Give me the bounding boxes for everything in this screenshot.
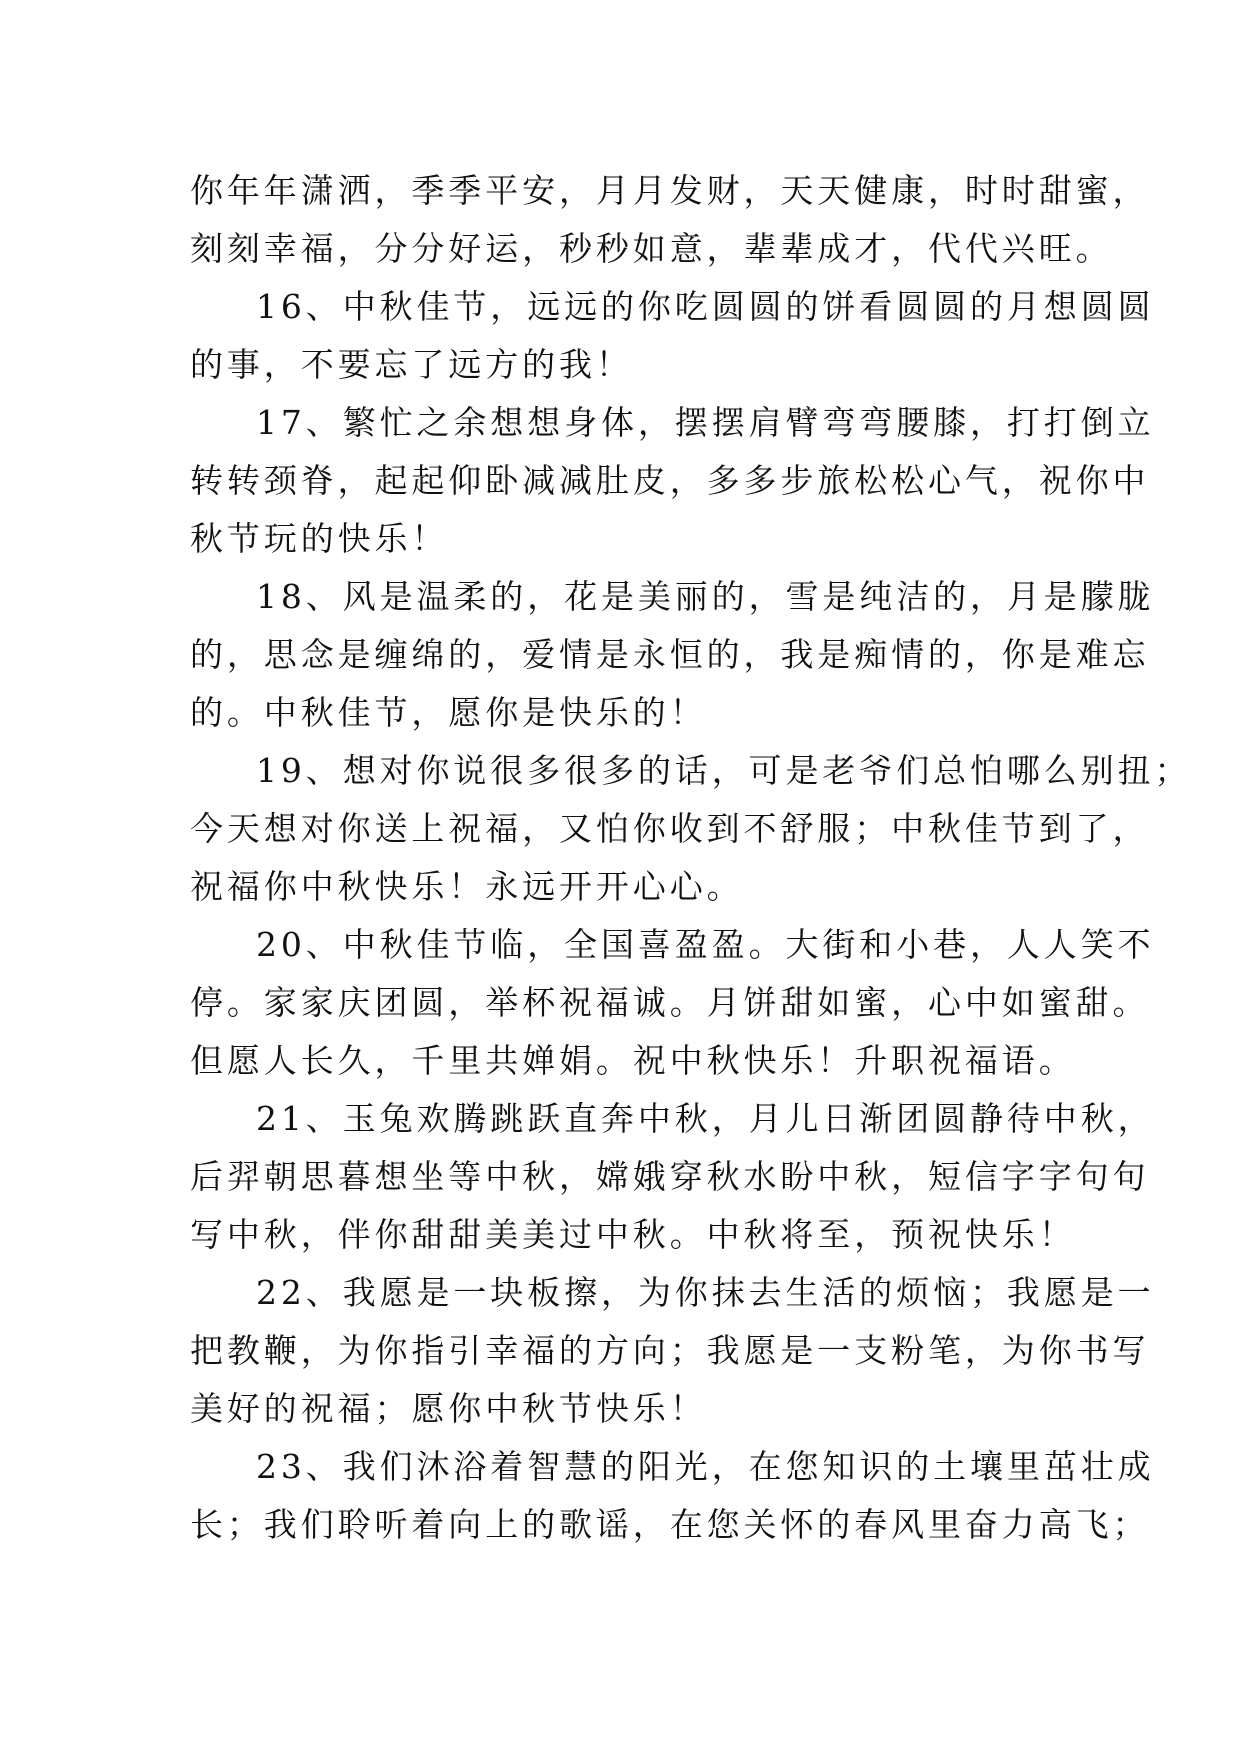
text-line-paragraph-start: 18、风是温柔的，花是美丽的，雪是纯洁的，月是朦胧	[256, 577, 1155, 616]
text-line: 停。家家庆团圆，举杯祝福诚。月饼甜如蜜，心中如蜜甜。	[190, 983, 1150, 1022]
text-line-paragraph-start: 16、中秋佳节，远远的你吃圆圆的饼看圆圆的月想圆圆	[256, 287, 1155, 326]
text-line: 祝福你中秋快乐！永远开开心心。	[190, 867, 744, 906]
text-line: 后羿朝思暮想坐等中秋，嫦娥穿秋水盼中秋，短信字字句句	[190, 1157, 1150, 1196]
text-line-paragraph-start: 20、中秋佳节临，全国喜盈盈。大街和小巷，人人笑不	[256, 925, 1155, 964]
text-line: 今天想对你送上祝福，又怕你收到不舒服；中秋佳节到了，	[190, 809, 1150, 848]
text-line: 长；我们聆听着向上的歌谣，在您关怀的春风里奋力高飞；	[190, 1505, 1150, 1544]
text-line-paragraph-start: 19、想对你说很多很多的话，可是老爷们总怕哪么别扭；	[256, 751, 1192, 790]
text-line: 写中秋，伴你甜甜美美过中秋。中秋将至，预祝快乐！	[190, 1215, 1076, 1254]
text-line: 的。中秋佳节，愿你是快乐的！	[190, 693, 707, 732]
text-line: 的事，不要忘了远方的我！	[190, 345, 633, 384]
text-line-paragraph-start: 17、繁忙之余想想身体，摆摆肩臂弯弯腰膝，打打倒立	[256, 403, 1155, 442]
text-line: 美好的祝福；愿你中秋节快乐！	[190, 1389, 707, 1428]
text-line-paragraph-start: 23、我们沐浴着智慧的阳光，在您知识的土壤里茁壮成	[256, 1447, 1155, 1486]
text-line: 刻刻幸福，分分好运，秒秒如意，辈辈成才，代代兴旺。	[190, 229, 1113, 268]
text-line: 把教鞭，为你指引幸福的方向；我愿是一支粉笔，为你书写	[190, 1331, 1150, 1370]
text-line-paragraph-start: 22、我愿是一块板擦，为你抹去生活的烦恼；我愿是一	[256, 1273, 1155, 1312]
body-text	[190, 162, 1192, 1554]
text-line: 秋节玩的快乐！	[190, 519, 449, 558]
text-line: 但愿人长久，千里共婵娟。祝中秋快乐！升职祝福语。	[190, 1041, 1076, 1080]
text-line-paragraph-start: 21、玉兔欢腾跳跃直奔中秋，月儿日渐团圆静待中秋，	[256, 1099, 1155, 1138]
text-line: 你年年潇洒，季季平安，月月发财，天天健康，时时甜蜜，	[190, 171, 1150, 210]
text-line: 的，思念是缠绵的，爱情是永恒的，我是痴情的，你是难忘	[190, 635, 1150, 674]
text-line: 转转颈脊，起起仰卧减减肚皮，多多步旅松松心气，祝你中	[190, 461, 1150, 500]
